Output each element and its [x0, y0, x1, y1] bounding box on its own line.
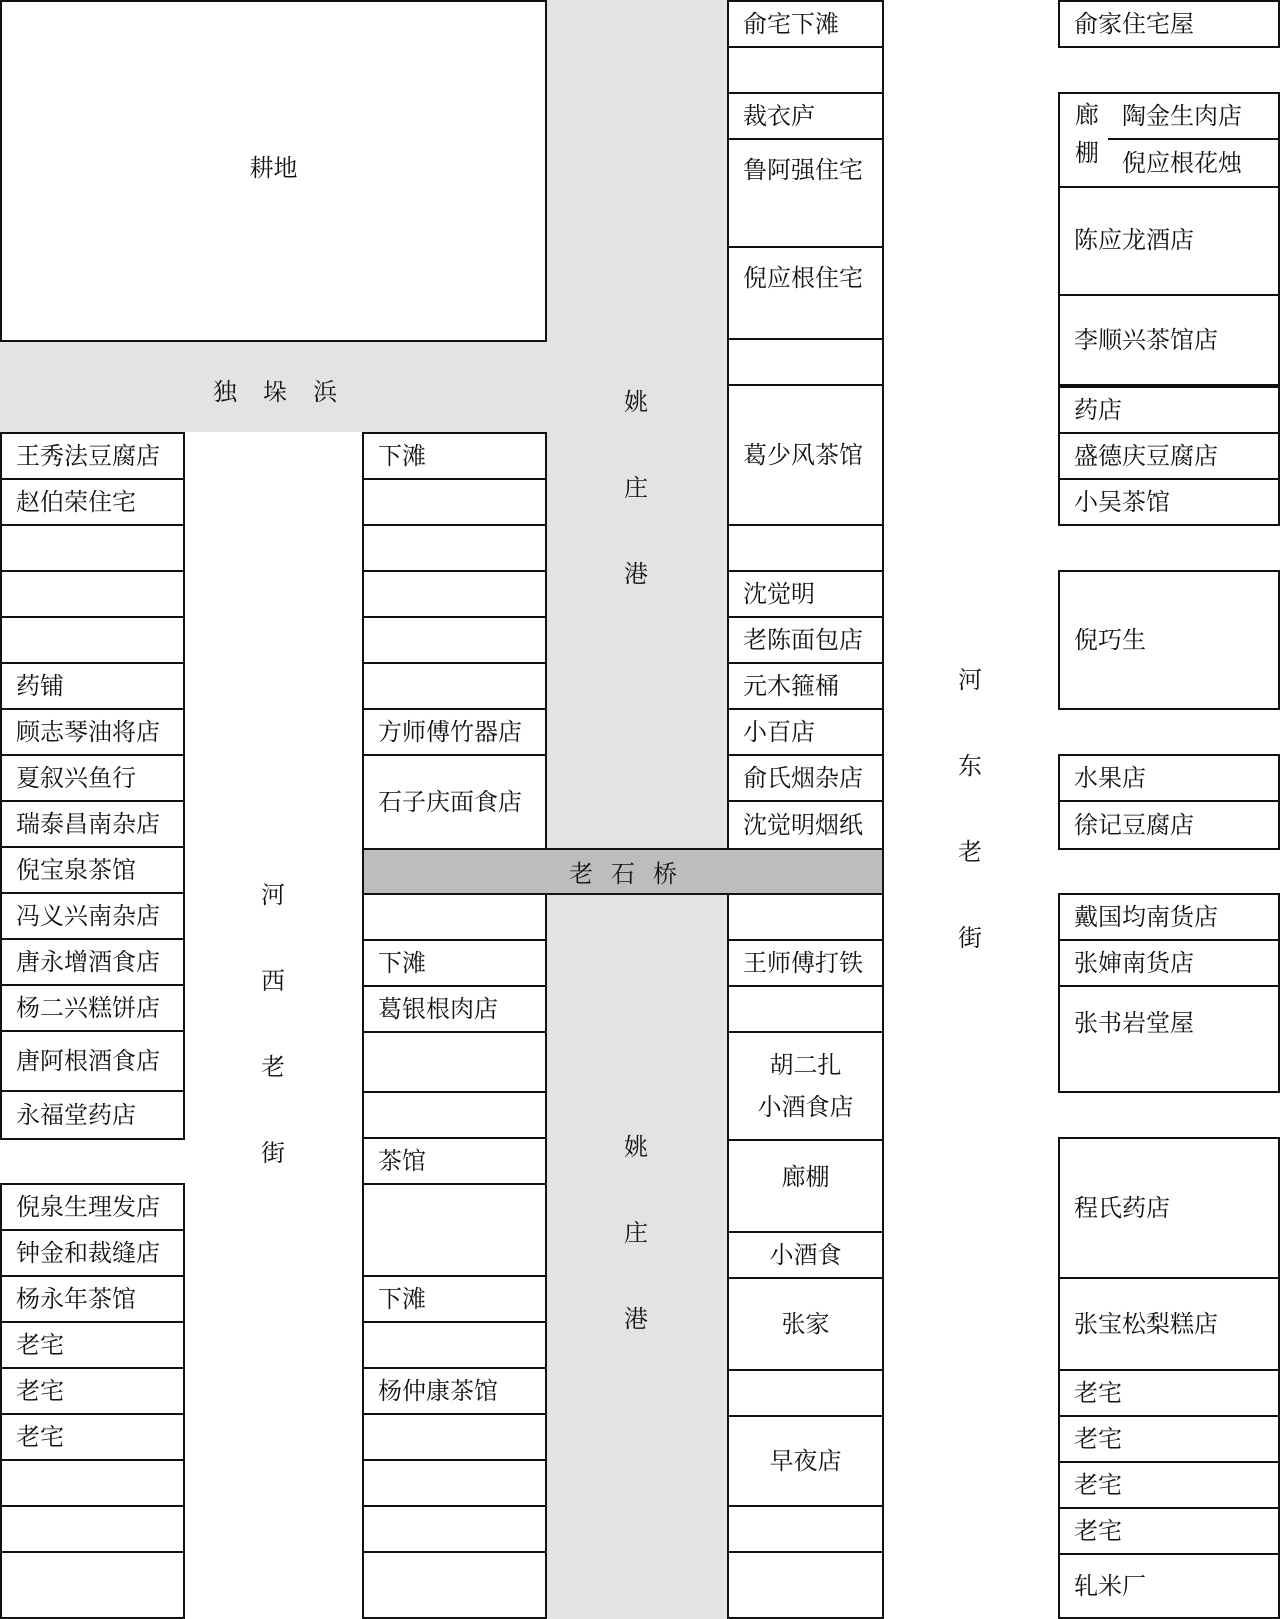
- building-a-11: 唐永增酒食店: [0, 938, 185, 986]
- building-c-15: 王师傅打铁: [727, 939, 884, 987]
- building-b-8: [362, 893, 547, 941]
- building-d-11: 徐记豆腐店: [1058, 800, 1280, 850]
- building-a-6: 顾志琴油将店: [0, 708, 185, 756]
- building-a-9: 倪宝泉茶馆: [0, 846, 185, 894]
- building-c-9: 老陈面包店: [727, 616, 884, 664]
- building-d-3: 倪应根花烛: [1108, 138, 1280, 188]
- building-d-7: 盛德庆豆腐店: [1058, 432, 1280, 480]
- building-a-13: 唐阿根酒食店: [0, 1030, 185, 1092]
- building-a-4: [0, 616, 185, 664]
- building-a-20: 老宅: [0, 1413, 185, 1461]
- building-c-22: [727, 1369, 884, 1417]
- building-b-3: [362, 570, 547, 618]
- building-b-12: [362, 1091, 547, 1139]
- building-a-17: 杨永年茶馆: [0, 1275, 185, 1323]
- west-old-street-label: 河西老街: [261, 881, 285, 1167]
- building-c-6: 葛少风茶馆: [727, 384, 884, 526]
- building-a-19: 老宅: [0, 1367, 185, 1415]
- building-c-23: 早夜店: [727, 1415, 884, 1507]
- building-d-10: 水果店: [1058, 754, 1280, 802]
- building-a-22: [0, 1505, 185, 1553]
- building-c-1: [727, 46, 884, 94]
- building-d-21: 轧米厂: [1058, 1553, 1280, 1619]
- building-d-9: 倪巧生: [1058, 570, 1280, 710]
- farmland: 耕地: [0, 0, 547, 342]
- building-d-18: 老宅: [1058, 1415, 1280, 1463]
- building-b-13: 茶馆: [362, 1137, 547, 1185]
- building-b-9: 下滩: [362, 939, 547, 987]
- building-b-21: [362, 1551, 547, 1619]
- building-a-7: 夏叙兴鱼行: [0, 754, 185, 802]
- building-b-4: [362, 616, 547, 664]
- building-c-5: [727, 338, 884, 386]
- building-b-2: [362, 524, 547, 572]
- building-d-0: 俞家住宅屋: [1058, 0, 1280, 48]
- building-c-21: 张家: [727, 1277, 884, 1371]
- building-a-12: 杨二兴糕饼店: [0, 984, 185, 1032]
- building-b-16: [362, 1321, 547, 1369]
- building-a-8: 瑞泰昌南杂店: [0, 800, 185, 848]
- building-a-15: 倪泉生理发店: [0, 1183, 185, 1231]
- building-d-19: 老宅: [1058, 1461, 1280, 1509]
- building-c-17: [727, 1031, 884, 1141]
- building-d-17: 老宅: [1058, 1369, 1280, 1417]
- building-b-15: 下滩: [362, 1275, 547, 1323]
- building-c-0: 俞宅下滩: [727, 0, 884, 48]
- building-b-20: [362, 1505, 547, 1553]
- building-c-3: 鲁阿强住宅: [727, 138, 884, 248]
- building-a-3: [0, 570, 185, 618]
- building-b-11: [362, 1031, 547, 1093]
- building-c-10: 元木箍桶: [727, 662, 884, 710]
- building-d-5: 李顺兴茶馆店: [1058, 294, 1280, 386]
- building-c-7: [727, 524, 884, 572]
- building-c-2: 裁衣庐: [727, 92, 884, 140]
- building-a-23: [0, 1551, 185, 1619]
- east-old-street-label: 河东老街: [958, 666, 982, 952]
- building-c-17-line-1: 胡二扎: [769, 1051, 842, 1079]
- building-b-10: 葛银根肉店: [362, 985, 547, 1033]
- building-c-19: 廊棚: [727, 1139, 884, 1233]
- building-a-0: 王秀法豆腐店: [0, 432, 185, 480]
- building-a-2: [0, 524, 185, 572]
- building-a-21: [0, 1459, 185, 1507]
- building-a-10: 冯义兴南杂店: [0, 892, 185, 940]
- building-a-18: 老宅: [0, 1321, 185, 1369]
- yaozhuang-north-label: 姚庄港: [624, 388, 648, 588]
- building-c-16: [727, 985, 884, 1033]
- building-c-25: [727, 1551, 884, 1619]
- building-d-14: 张书岩堂屋: [1058, 985, 1280, 1093]
- building-b-19: [362, 1459, 547, 1507]
- building-b-7: 石子庆面食店: [362, 754, 547, 850]
- building-a-14: 永福堂药店: [0, 1090, 185, 1140]
- old-stone-bridge: 老石桥: [362, 848, 884, 895]
- building-b-17: 杨仲康茶馆: [362, 1367, 547, 1415]
- building-b-18: [362, 1413, 547, 1461]
- building-d-6: 药店: [1058, 386, 1280, 434]
- building-c-4: 倪应根住宅: [727, 246, 884, 340]
- building-c-17-line-2: 小酒食店: [757, 1093, 854, 1121]
- building-d-2: 陶金生肉店: [1108, 92, 1280, 140]
- building-b-5: [362, 662, 547, 710]
- building-d-15: 程氏药店: [1058, 1137, 1280, 1279]
- building-c-24: [727, 1505, 884, 1553]
- building-c-13: 沈觉明烟纸: [727, 800, 884, 850]
- building-a-16: 钟金和裁缝店: [0, 1229, 185, 1277]
- building-b-6: 方师傅竹器店: [362, 708, 547, 756]
- building-b-0: 下滩: [362, 432, 547, 480]
- duduobang-label: 独垛浜: [213, 378, 363, 406]
- building-c-11: 小百店: [727, 708, 884, 756]
- building-d-12: 戴国均南货店: [1058, 893, 1280, 941]
- building-d-20: 老宅: [1058, 1507, 1280, 1555]
- building-c-8: 沈觉明: [727, 570, 884, 618]
- building-d-4: 陈应龙酒店: [1058, 186, 1280, 296]
- building-a-5: 药铺: [0, 662, 185, 710]
- yaozhuang-south-label: 姚庄港: [624, 1133, 648, 1333]
- building-d-8: 小吴茶馆: [1058, 478, 1280, 526]
- building-c-14: [727, 893, 884, 941]
- building-c-20: 小酒食: [727, 1231, 884, 1279]
- building-d-1: 廊棚: [1058, 92, 1110, 188]
- building-d-16: 张宝松梨糕店: [1058, 1277, 1280, 1371]
- building-d-13: 张婶南货店: [1058, 939, 1280, 987]
- building-b-14: [362, 1183, 547, 1277]
- building-a-1: 赵伯荣住宅: [0, 478, 185, 526]
- building-b-1: [362, 478, 547, 526]
- building-c-12: 俞氏烟杂店: [727, 754, 884, 802]
